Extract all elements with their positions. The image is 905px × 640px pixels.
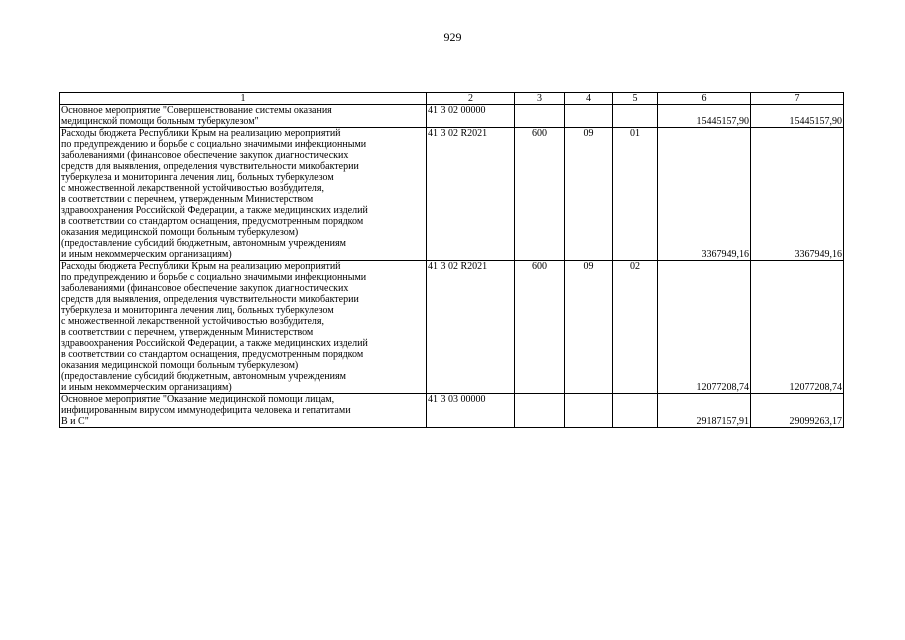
column-header: 2 <box>427 93 515 105</box>
row-description: Расходы бюджета Республики Крым на реализацию мероприятий по предупреждению и борьбе с социально значимыми инфекционными заболеваниями (финансовое обеспечение закупок диагностических средств для выявления, определения чувствительности микобактерии туберкулеза и мониторинга лечения лиц, больных туберкулезом с множественной лекарственной устойчивостью возбудителя, в соответствии с перечнем, утвержденным Министерством здравоохранения Российской Федерации, а также медицинских изделий в соответствии со стандартом оснащения, предусмотренным порядком оказания медицинской помощи больным туберкулезом) (предоставление субсидий бюджетным, автономным учреждениям и иным некоммерческим организациям) <box>60 261 427 394</box>
row-description: Расходы бюджета Республики Крым на реализацию мероприятий по предупреждению и борьбе с социально значимыми инфекционными заболеваниями (финансовое обеспечение закупок диагностических средств для выявления, определения чувствительности микобактерии туберкулеза и мониторинга лечения лиц, больных туберкулезом с множественной лекарственной устойчивостью возбудителя, в соответствии с перечнем, утвержденным Министерством здравоохранения Российской Федерации, а также медицинских изделий в соответствии со стандартом оснащения, предусмотренным порядком оказания медицинской помощи больным туберкулезом) (предоставление субсидий бюджетным, автономным учреждениям и иным некоммерческим организациям) <box>60 128 427 261</box>
amount-col-6: 12077208,74 <box>658 261 751 394</box>
row-description: Основное мероприятие "Оказание медицинской помощи лицам, инфицированным вирусом иммунодефицита человека и гепатитами В и С" <box>60 394 427 428</box>
section-code: 09 <box>565 261 613 394</box>
section-code: 09 <box>565 128 613 261</box>
section-code <box>565 105 613 128</box>
table-row <box>60 261 844 394</box>
table-row <box>60 394 844 428</box>
amount-col-7: 29099263,17 <box>751 394 844 428</box>
subsection-code <box>613 105 658 128</box>
subsection-code: 02 <box>613 261 658 394</box>
amount-col-7: 3367949,16 <box>751 128 844 261</box>
amount-col-7: 12077208,74 <box>751 261 844 394</box>
subsection-code <box>613 394 658 428</box>
column-header: 6 <box>658 93 751 105</box>
expense-type-code: 600 <box>515 128 565 261</box>
table-row <box>60 128 844 261</box>
table-row <box>60 105 844 128</box>
expense-type-code <box>515 394 565 428</box>
target-article-code: 41 3 02 R2021 <box>427 128 515 261</box>
expense-type-code: 600 <box>515 261 565 394</box>
column-header: 7 <box>751 93 844 105</box>
amount-col-6: 3367949,16 <box>658 128 751 261</box>
amount-col-6: 29187157,91 <box>658 394 751 428</box>
row-description: Основное мероприятие "Совершенствование системы оказания медицинской помощи больным туберкулезом" <box>60 105 427 128</box>
column-header: 4 <box>565 93 613 105</box>
target-article-code: 41 3 02 00000 <box>427 105 515 128</box>
page-number: 929 <box>443 30 462 44</box>
header-row <box>60 93 844 105</box>
amount-col-6: 15445157,90 <box>658 105 751 128</box>
column-header: 5 <box>613 93 658 105</box>
target-article-code: 41 3 02 R2021 <box>427 261 515 394</box>
target-article-code: 41 3 03 00000 <box>427 394 515 428</box>
subsection-code: 01 <box>613 128 658 261</box>
budget-table <box>59 92 844 428</box>
expense-type-code <box>515 105 565 128</box>
section-code <box>565 394 613 428</box>
column-header: 1 <box>60 93 427 105</box>
column-header: 3 <box>515 93 565 105</box>
amount-col-7: 15445157,90 <box>751 105 844 128</box>
